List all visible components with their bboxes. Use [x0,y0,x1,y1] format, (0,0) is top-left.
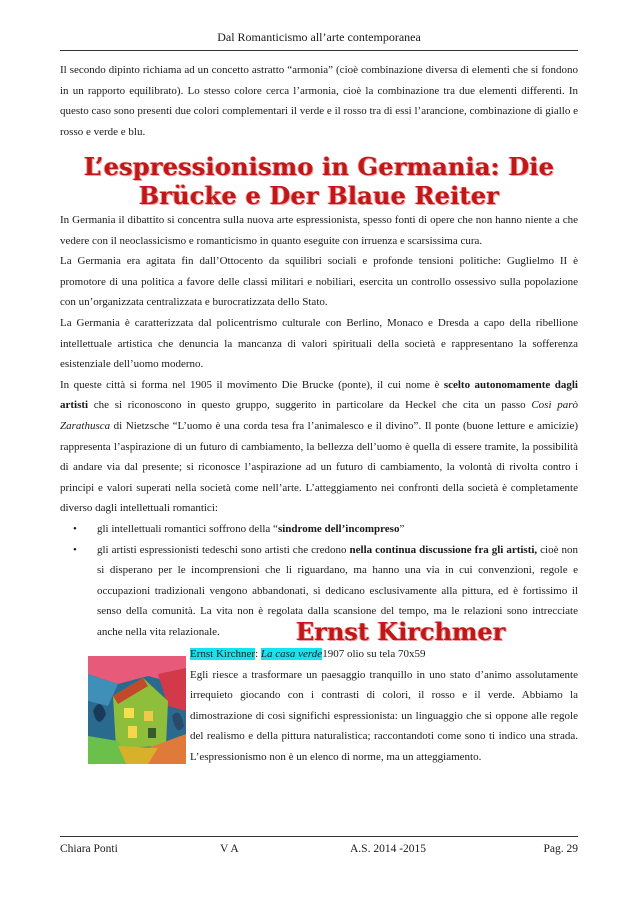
brucke-italic: Così parò Zarathusca [60,399,578,432]
footer-page-number: Pag. 29 [543,843,578,855]
main-text [60,210,578,642]
footer-class: V A [220,843,239,855]
paragraph-germany: In Germania il dibattito si concentra sulla nuova arte espressionista, spesso fonti di opere che non hanno niente a che vedere con il neoclassicismo e romanticismo in quanto eseguite con irruenza e scarsissima cura. [60,214,578,247]
bullet-text: gli artisti espressionisti tedeschi sono artisti che credono [97,543,350,556]
footer-divider [60,836,578,837]
brucke-bold: scelto autonomamente dagli artisti [60,378,578,412]
section-title: L’espressionismo in Germania: Die Brücke e Der Blaue Reiter [83,152,555,210]
brucke-text-post: di Nietzsche “L’uomo è una corda tesa fra l’animalesco e il divino”. Il ponte (buone letture e amicizie) rappresenta l’aspirazione di un futuro di cambiamento, la bellezza dell’uomo è quella di essere tramite, la possibilità di andare via dal presente; si riconosce l’aspirazione ad un futuro di cambiamento, la volontà di rivolta contro i principi e valori superati nella società come nell’arte. L’atteggiamento nei confronti della società è completamente diverso dagli intellettuali romantici: [60,419,578,515]
bullet-bold: nella continua discussione fra gli artisti, [349,543,538,556]
artist-name: Ernst Kirchner [190,648,256,660]
bullet-icon: • [73,522,77,535]
kirchner-description: Egli riesce a trasformare un paesaggio tranquillo in uno stato d’animo assolutamente irrequieto giocando con i contrasti di colori, il rosso e il verde. Abbiamo la dimostrazione di così significhi espressionista: un linguaggio che si oppone alle regole del realismo e della pittura naturalistica; raccontandoti come sono ti indico una strada. L’espressionismo non è un elenco di norme, ma un atteggiamento. [190,668,578,763]
paragraph-brucke [60,375,578,519]
painting-image-icon [88,656,186,764]
footer-author: Chiara Ponti [60,843,118,855]
intro-paragraph: Il secondo dipinto richiama ad un concetto astratto “armonia” (cioè combinazione diversa di elementi che si fondono in un rapporto equilibrato). Lo stesso colore cerca l’armonia, cioè la combinazione tra due elementi differenti. In questo caso sono presenti due colori complementari il verde e il rosso tra di essi l’arancione, combinazione di giallo e rosso e verde e blu. [60,64,578,138]
paragraph-policentrism: La Germania è caratterizzata dal policentrismo culturale con Berlino, Monaco e Dresda a capo della ribellione intellettuale artistica che denuncia la mancanza di valori spirituali della società e rappresentano la sofferenza esistenziale dell’uomo moderno. [60,316,578,371]
bullet-text: gli intellettuali romantici soffrono della “ [97,522,278,535]
kirchner-text [190,644,578,768]
brucke-text-pre: In queste città si forma nel 1905 il movimento Die Brucke (ponte), il cui nome è [60,378,444,391]
page-header: Dal Romanticismo all’arte contemporanea [217,30,421,44]
kirchner-title: Ernst Kirchmer [296,617,506,646]
bullet-icon: • [73,543,77,556]
list-item [60,519,578,540]
artwork-title: La casa verde [260,648,323,660]
bullet-text: cioè non si disperano per le incomprensioni che li riguardano, ma hanno una via in cui convenzioni, regole e occupazioni tradizionali vengono abbandonati, si dedicano esclusivamente alla pittura, ed è fortissimo il senso della comunità. La vita non è regolata dalla scansione del tempo, ma le relazioni sono intrecciate anche nella vita relazionale. [97,543,578,638]
painting-la-casa-verde [88,656,186,764]
intro-text [60,60,578,142]
brucke-text-mid: che si riconoscono in questo gruppo, suggerito in particolare da Heckel che cita un passo [88,399,532,412]
artwork-details: 1907 olio su tela 70x59 [322,648,426,660]
header-divider [60,50,578,51]
footer-year: A.S. 2014 -2015 [350,843,427,855]
bullet-bold: sindrome dell’incompreso [277,522,400,535]
artwork-caption: Ernst Kirchner: La casa verde1907 olio su tela 70x59 [190,648,426,660]
paragraph-politics: La Germania era agitata fin dall’Ottocento da squilibri sociali e profonde tensioni politiche: Guglielmo II è promotore di una politica a favore delle classi militari e nobiliari, esercita un controllo ossessivo sulla popolazione con un’organizzata centralizzata e burocratizzata dello Stato. [60,255,578,309]
bullet-text: ” [399,522,405,535]
